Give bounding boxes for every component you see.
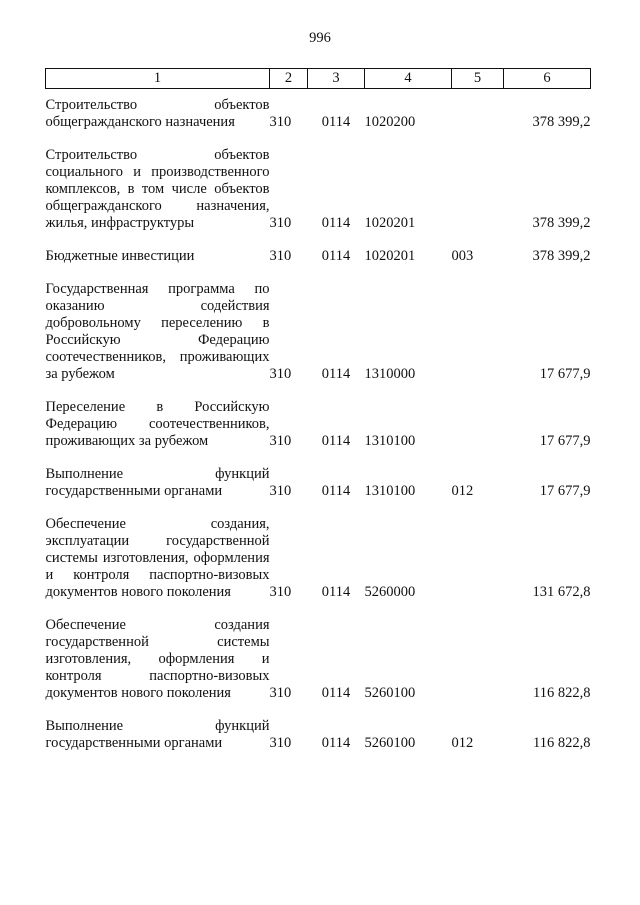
row-code-2: 310 bbox=[269, 483, 292, 499]
page-number: 996 bbox=[309, 30, 331, 46]
row-code-3: 0114 bbox=[321, 433, 351, 449]
row-code-4: 1020200 bbox=[364, 114, 416, 130]
row-amount: 17 677,9 bbox=[539, 366, 591, 382]
row-amount: 116 822,8 bbox=[533, 685, 591, 701]
column-header-2: 2 bbox=[270, 69, 308, 89]
row-code-2: 310 bbox=[269, 215, 292, 231]
row-name: Государственная программа по оказанию содействия добровольному переселению в Российскую Федерацию соотечественников, проживающих за рубежом bbox=[45, 281, 270, 382]
row-code-4: 1310100 bbox=[364, 433, 416, 449]
table-row bbox=[46, 466, 591, 500]
row-code-3: 0114 bbox=[321, 584, 351, 600]
row-amount: 17 677,9 bbox=[539, 433, 591, 449]
table-row bbox=[46, 147, 591, 232]
row-code-5 bbox=[452, 281, 504, 383]
row-spacer bbox=[46, 89, 591, 98]
row-code-3: 0114 bbox=[321, 735, 351, 751]
row-code-4: 5260100 bbox=[364, 735, 416, 751]
table-row bbox=[46, 617, 591, 702]
row-spacer bbox=[46, 232, 591, 248]
table-header-row bbox=[46, 69, 591, 89]
row-code-5: 012 bbox=[451, 483, 474, 499]
row-code-5: 012 bbox=[451, 735, 474, 751]
row-code-2: 310 bbox=[269, 114, 292, 130]
row-amount: 378 399,2 bbox=[532, 248, 591, 264]
row-code-5 bbox=[452, 617, 504, 702]
row-name: Выполнение функций государственными органами bbox=[45, 466, 270, 499]
row-code-2: 310 bbox=[269, 433, 292, 449]
row-code-5: 003 bbox=[451, 248, 474, 264]
row-name: Обеспечение создания государственной системы изготовления, оформления и контроля паспортно-визовых документов нового поколения bbox=[45, 617, 270, 701]
row-code-4: 1020201 bbox=[364, 215, 416, 231]
row-spacer-cell bbox=[46, 450, 591, 466]
row-name: Строительство объектов социального и производственного комплексов, в том числе объектов общегражданского назначения, жилья, инфраструктуры bbox=[45, 147, 270, 231]
row-code-5 bbox=[452, 399, 504, 450]
row-code-4: 1310100 bbox=[364, 483, 416, 499]
row-code-3: 0114 bbox=[321, 215, 351, 231]
row-code-2: 310 bbox=[269, 584, 292, 600]
table-row bbox=[46, 718, 591, 752]
table-row bbox=[46, 97, 591, 131]
row-spacer-cell bbox=[46, 131, 591, 147]
row-code-4: 1020201 bbox=[364, 248, 416, 264]
row-code-3: 0114 bbox=[321, 483, 351, 499]
column-header-4: 4 bbox=[365, 69, 452, 89]
row-code-4: 5260100 bbox=[364, 685, 416, 701]
row-spacer-cell bbox=[46, 89, 591, 98]
row-spacer bbox=[46, 383, 591, 399]
row-code-2: 310 bbox=[269, 685, 292, 701]
row-name: Строительство объектов общегражданского назначения bbox=[45, 97, 270, 130]
row-name: Обеспечение создания, эксплуатации государственной системы изготовления, оформления и контроля паспортно-визовых документов нового поколения bbox=[45, 516, 270, 600]
row-code-3: 0114 bbox=[321, 248, 351, 264]
row-name: Бюджетные инвестиции bbox=[45, 248, 195, 264]
table-row bbox=[46, 281, 591, 383]
row-amount: 116 822,8 bbox=[533, 735, 591, 751]
row-code-3: 0114 bbox=[321, 685, 351, 701]
row-spacer-cell bbox=[46, 500, 591, 516]
row-spacer bbox=[46, 450, 591, 466]
row-code-4: 1310000 bbox=[364, 366, 416, 382]
row-code-2: 310 bbox=[269, 735, 292, 751]
table-body bbox=[46, 89, 591, 753]
row-code-5 bbox=[452, 147, 504, 232]
row-name: Выполнение функций государственными органами bbox=[45, 718, 270, 751]
row-amount: 378 399,2 bbox=[532, 215, 591, 231]
row-amount: 378 399,2 bbox=[532, 114, 591, 130]
row-code-3: 0114 bbox=[321, 114, 351, 130]
row-spacer-cell bbox=[46, 383, 591, 399]
row-code-3: 0114 bbox=[321, 366, 351, 382]
row-spacer bbox=[46, 601, 591, 617]
row-code-4: 5260000 bbox=[364, 584, 416, 600]
row-spacer-cell bbox=[46, 232, 591, 248]
row-spacer-cell bbox=[46, 702, 591, 718]
row-spacer bbox=[46, 702, 591, 718]
row-code-2: 310 bbox=[269, 248, 292, 264]
row-spacer bbox=[46, 500, 591, 516]
column-header-5: 5 bbox=[452, 69, 504, 89]
table-row bbox=[46, 399, 591, 450]
column-header-3: 3 bbox=[308, 69, 365, 89]
row-spacer-cell bbox=[46, 601, 591, 617]
row-code-5 bbox=[452, 97, 504, 131]
row-spacer bbox=[46, 131, 591, 147]
column-header-1: 1 bbox=[46, 69, 270, 89]
row-code-2: 310 bbox=[269, 366, 292, 382]
column-header-6: 6 bbox=[504, 69, 591, 89]
row-spacer-cell bbox=[46, 265, 591, 281]
table-row bbox=[46, 516, 591, 601]
row-name: Переселение в Российскую Федерацию соотечественников, проживающих за рубежом bbox=[45, 399, 270, 449]
table-row bbox=[46, 248, 591, 265]
row-amount: 17 677,9 bbox=[539, 483, 591, 499]
budget-table bbox=[45, 68, 591, 752]
row-spacer bbox=[46, 265, 591, 281]
row-amount: 131 672,8 bbox=[532, 584, 591, 600]
row-code-5 bbox=[452, 516, 504, 601]
